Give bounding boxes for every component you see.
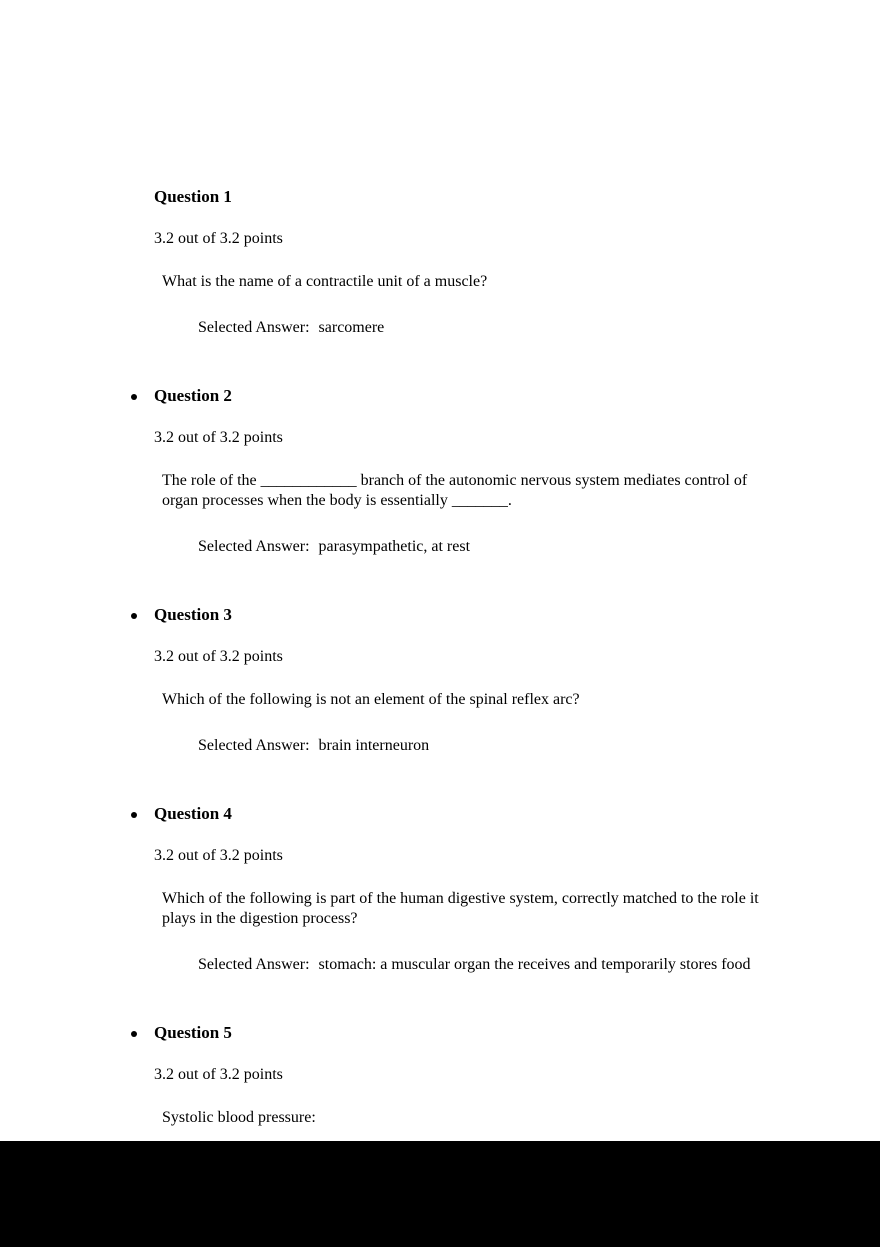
question-title: Question 3 — [154, 605, 232, 624]
question-block — [154, 187, 759, 358]
bottom-black-bar — [0, 1141, 880, 1247]
question-text-line: The role of the ____________ branch of the autonomic nervous system mediates control of — [162, 472, 748, 489]
question-text-line: organ processes when the body is essentially _______. — [162, 492, 512, 509]
selected-answer-value: stomach: a muscular organ the receives and temporarily stores food — [318, 956, 751, 973]
question-text-line: What is the name of a contractile unit of a muscle? — [162, 273, 488, 290]
question-block — [154, 605, 759, 776]
question-text — [162, 272, 759, 292]
question-block — [154, 804, 759, 995]
selected-answer-label: Selected Answer: — [198, 319, 310, 336]
question-text — [162, 690, 759, 710]
question-text-line: Which of the following is part of the human digestive system, correctly matched to the role it — [162, 890, 759, 907]
bullet-icon — [131, 613, 137, 619]
selected-answer-label: Selected Answer: — [198, 737, 310, 754]
question-title: Question 1 — [154, 187, 232, 206]
question-heading — [154, 605, 759, 625]
selected-answer-value: parasympathetic, at rest — [318, 538, 471, 555]
points-line: 3.2 out of 3.2 points — [154, 230, 283, 247]
points-line: 3.2 out of 3.2 points — [154, 847, 283, 864]
question-heading — [154, 1023, 759, 1043]
question-heading — [154, 804, 759, 824]
bullet-icon — [131, 1031, 137, 1037]
selected-answer-row — [166, 517, 759, 577]
selected-answer-row — [166, 935, 759, 995]
question-text-line: Systolic blood pressure: — [162, 1109, 316, 1126]
question-text — [162, 471, 759, 511]
selected-answer-label: Selected Answer: — [198, 956, 310, 973]
bullet-icon — [131, 812, 137, 818]
points-line: 3.2 out of 3.2 points — [154, 429, 283, 446]
question-heading — [154, 386, 759, 406]
selected-answer-value: sarcomere — [318, 319, 385, 336]
question-text — [162, 1108, 759, 1128]
points-line: 3.2 out of 3.2 points — [154, 648, 283, 665]
points-line: 3.2 out of 3.2 points — [154, 1066, 283, 1083]
bullet-icon — [131, 394, 137, 400]
question-text — [162, 889, 759, 929]
question-title: Question 5 — [154, 1023, 232, 1042]
question-title: Question 2 — [154, 386, 232, 405]
selected-answer-row — [166, 298, 759, 358]
question-title: Question 4 — [154, 804, 232, 823]
question-text-line: plays in the digestion process? — [162, 910, 358, 927]
selected-answer-value: brain interneuron — [318, 737, 430, 754]
selected-answer-label: Selected Answer: — [198, 538, 310, 555]
question-text-line: Which of the following is not an element of the spinal reflex arc? — [162, 691, 580, 708]
question-heading — [154, 187, 759, 207]
question-block — [154, 386, 759, 577]
selected-answer-row — [166, 716, 759, 776]
